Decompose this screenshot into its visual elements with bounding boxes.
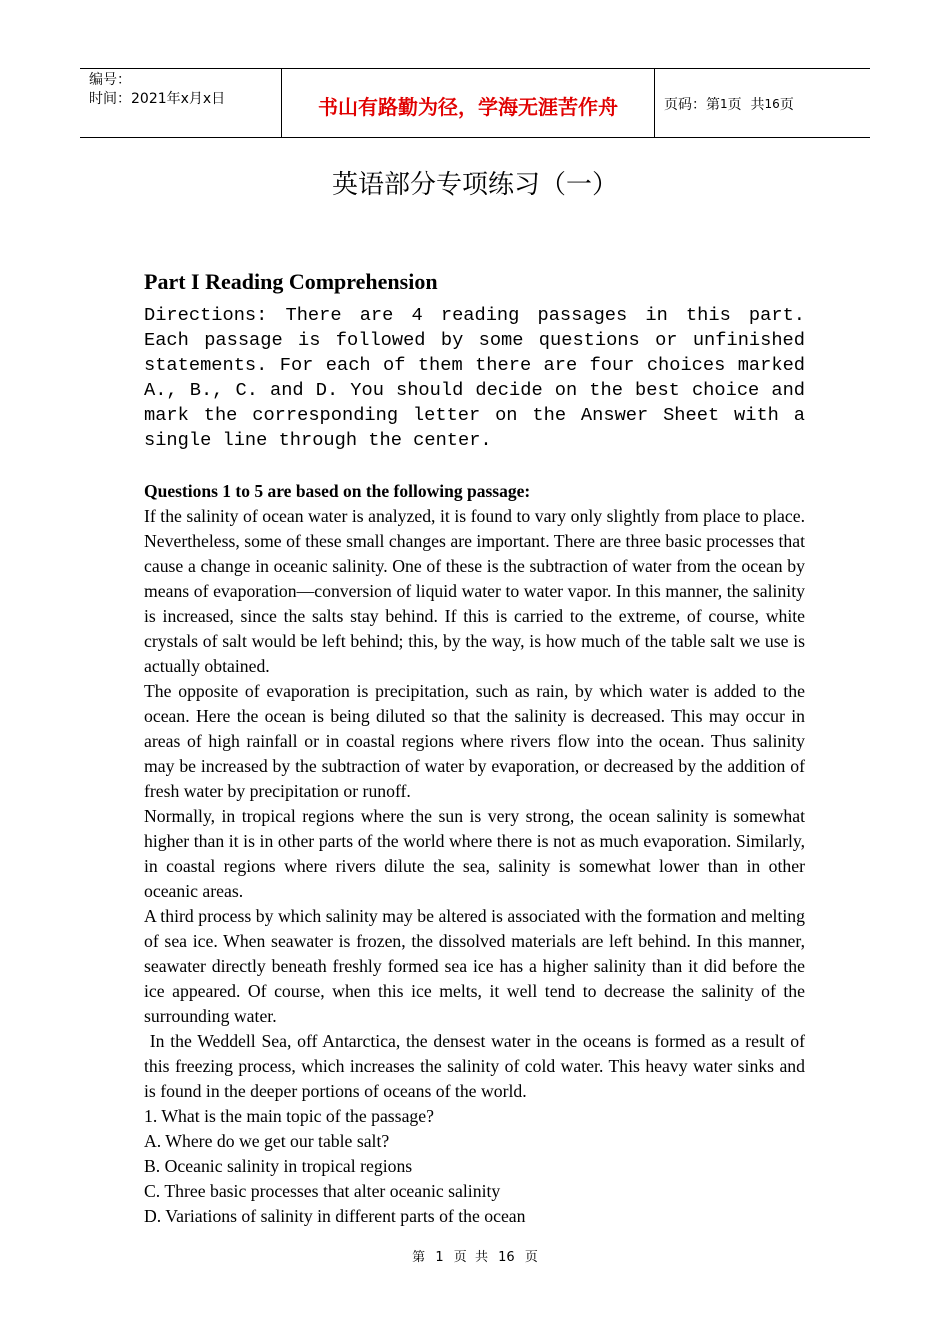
questions-heading: Questions 1 to 5 are based on the following passage: — [144, 481, 531, 501]
question-1: 1. What is the main topic of the passage? — [144, 1106, 434, 1126]
header-motto: 书山有路勤为径，学海无涯苦作舟 — [281, 69, 655, 137]
page-mid: 页 共 — [727, 97, 765, 113]
page-suffix: 页 — [779, 97, 794, 113]
part-heading: Part I Reading Comprehension — [144, 269, 438, 294]
option-b: B. Oceanic salinity in tropical regions — [144, 1156, 413, 1176]
footer-page: 1 — [435, 1250, 444, 1265]
option-d: D. Variations of salinity in different parts of the ocean — [144, 1206, 526, 1226]
page-total: 16 — [764, 97, 780, 111]
document-number-label: 编号： — [89, 72, 131, 88]
page-footer — [0, 1246, 950, 1265]
passage-paragraph: If the salinity of ocean water is analyzed, it is found to vary only slightly from place to place. Nevertheless, some of these small changes are important. There are three basic processes that cause a change in oceanic salinity. One of these is the subtraction of water from the ocean by means of evaporation—conversion of liquid water to water vapor. In this manner, the salinity is increased, since the salts stay behind. If this is carried to the extreme, of course, white crystals of salt would be left behind; this, by the way, is how much of the table salt we use is actually obtained. — [144, 506, 805, 676]
header-page-info — [655, 69, 870, 137]
passage-paragraph: In the Weddell Sea, off Antarctica, the densest water in the oceans is formed as a result of this freezing process, which increases the salinity of cold water. This heavy water sinks and is found in the deeper portions of oceans of the world. — [144, 1031, 810, 1101]
passage-paragraph: A third process by which salinity may be altered is associated with the formation and melting of sea ice. When seawater is frozen, the dissolved materials are left behind. In this manner, seawater directly beneath freshly formed sea ice has a higher salinity than it did before the ice appeared. Of course, when this ice melts, it well tend to decrease the salinity of the surrounding water. — [144, 906, 805, 1026]
document-body — [144, 265, 810, 1229]
page-header — [80, 68, 870, 138]
option-a: A. Where do we get our table salt? — [144, 1131, 390, 1151]
directions-text: Directions: There are 4 reading passages in this part. Each passage is followed by some questions or unfinished statements. For each of them there are four choices marked A., B., C. and D. You should decide on the best choice and mark the corresponding letter on the Answer Sheet with a single line through the center. — [144, 304, 805, 451]
footer-mid: 页 共 — [453, 1250, 488, 1265]
passage-paragraph: The opposite of evaporation is precipitation, such as rain, by which water is added to the ocean. Here the ocean is being diluted so that the salinity is decreased. This may occur in areas of high rainfall or in coastal regions where rivers flow into the ocean. Thus salinity may be increased by the subtraction of water by evaporation, or decreased by the addition of fresh water by precipitation or runoff. — [144, 681, 805, 801]
document-time: 时间：2021年x月x日 — [89, 91, 226, 107]
page-number: 1 — [720, 97, 728, 111]
footer-total: 16 — [498, 1250, 515, 1265]
header-meta — [80, 69, 281, 137]
footer-suffix: 页 — [524, 1250, 538, 1265]
option-c: C. Three basic processes that alter oceanic salinity — [144, 1181, 501, 1201]
passage-paragraph: Normally, in tropical regions where the sun is very strong, the ocean salinity is somewhat higher than it is in other parts of the world where there is not as much evaporation. Similarly, in coastal regions where rivers dilute the sea, salinity is somewhat lower than in other oceanic areas. — [144, 806, 805, 901]
footer-prefix: 第 — [412, 1250, 426, 1265]
page-prefix: 页码：第 — [664, 97, 720, 113]
document-title: 英语部分专项练习（一） — [331, 170, 618, 200]
